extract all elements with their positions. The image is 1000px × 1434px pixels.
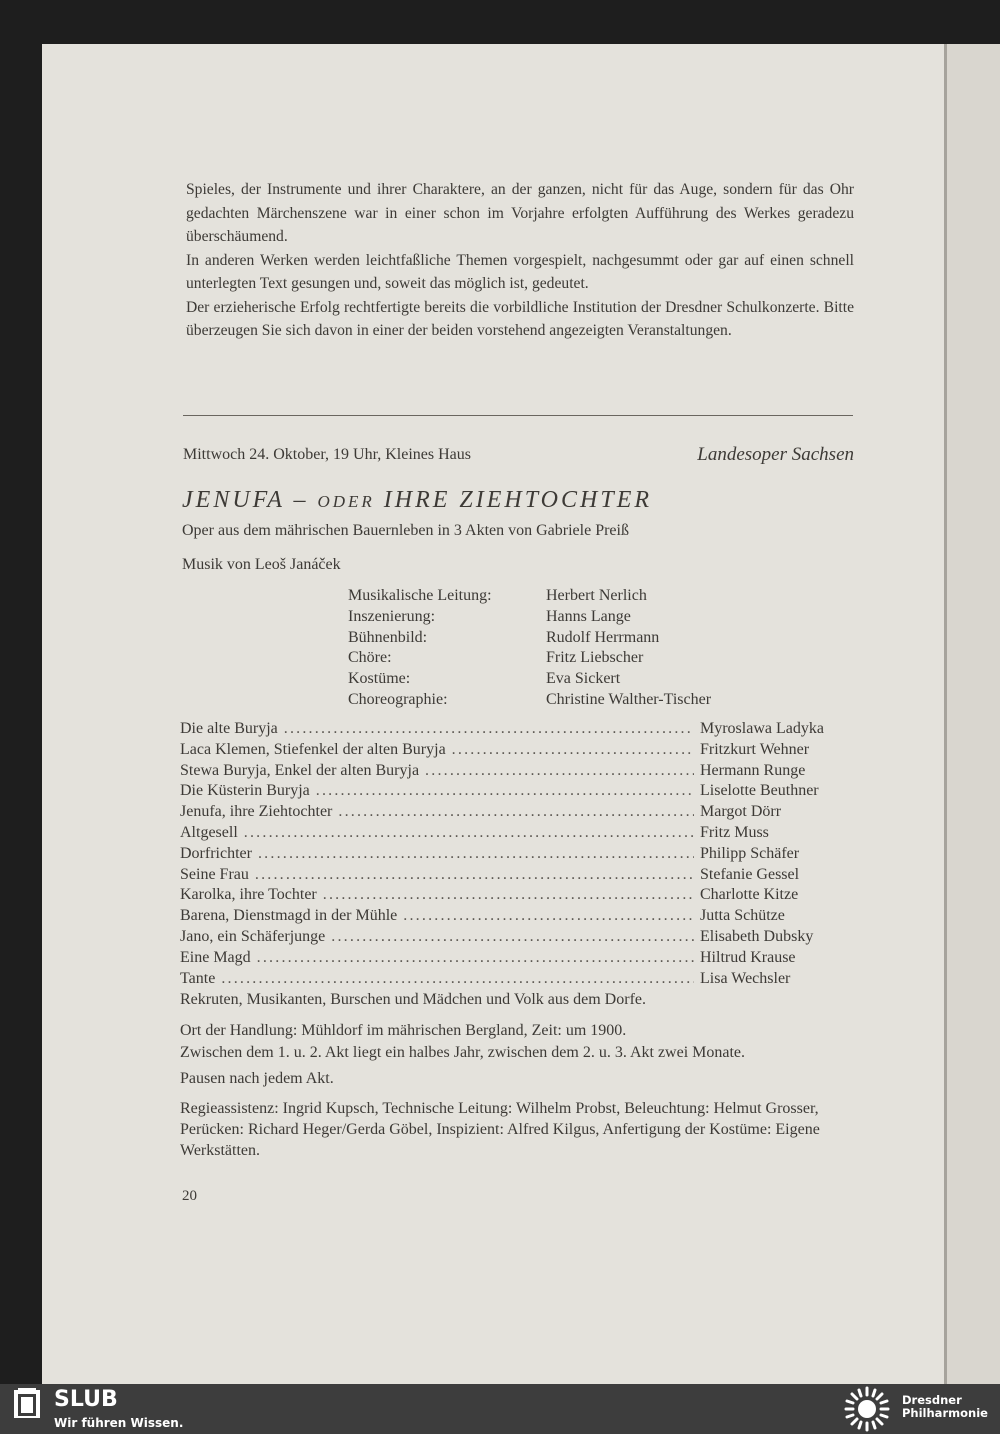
- leader-dots: [338, 802, 694, 823]
- composer-line: Musik von Leoš Janáček: [182, 556, 341, 573]
- credit-role: Chöre:: [348, 649, 392, 667]
- cast-row: [180, 948, 850, 969]
- cast-actor: Fritzkurt Wehner: [700, 740, 810, 758]
- leader-dots: [403, 906, 694, 927]
- philharmonie-name: [902, 1394, 988, 1420]
- leader-dots: [257, 948, 694, 969]
- cast-row: [180, 885, 850, 906]
- title-rest: IHRE ZIEHTOCHTER: [383, 487, 653, 513]
- credit-role: Bühnenbild:: [348, 628, 428, 646]
- credit-name: Fritz Liebscher: [546, 649, 644, 667]
- leader-dots: [323, 885, 694, 906]
- leader-dots: [221, 969, 694, 990]
- cast-actor: Charlotte Kitze: [700, 886, 799, 904]
- cast-actor: Jutta Schütze: [700, 907, 785, 925]
- intro-paragraph: In anderen Werken werden leichtfaßliche Themen vorgespielt, nachgesummt oder gar auf einen schnell unterlegten Text gesungen und, soweit das möglich ist, gedeutet.: [186, 251, 854, 292]
- cast-row: [180, 781, 850, 802]
- credit-row: [348, 607, 711, 628]
- cast-row: [180, 844, 850, 865]
- cast-actor: Fritz Muss: [700, 823, 769, 841]
- intro-paragraph: Spieles, der Instrumente und ihrer Charaktere, an der ganzen, nicht für das Auge, sondern für das Ohr gedachten Märchenszene war in einer schon im Vorjahre erfolgten Aufführung des Werkes geradezu überschäumend.: [186, 181, 854, 245]
- leader-dots: [452, 740, 694, 761]
- credit-name: Christine Walther-Tischer: [546, 690, 712, 708]
- credit-role: Inszenierung:: [348, 607, 436, 625]
- cast-row: [180, 740, 850, 761]
- slub-logo-icon: [14, 1388, 40, 1418]
- setting-line: Ort der Handlung: Mühldorf im mährischen Bergland, Zeit: um 1900.: [180, 1022, 627, 1039]
- pauses-note: Pausen nach jedem Akt.: [180, 1070, 334, 1087]
- credit-role: Musikalische Leitung:: [348, 587, 492, 604]
- leader-dots: [244, 823, 694, 844]
- credit-row: [348, 586, 711, 607]
- opera-subtitle: Oper aus dem mährischen Bauernleben in 3 Akten von Gabriele Preiß: [182, 522, 629, 539]
- cast-actor: Liselotte Beuthner: [700, 782, 819, 800]
- cast-role: Tante: [180, 969, 216, 987]
- cast-actor: Hermann Runge: [700, 761, 806, 779]
- cast-role: Karolka, ihre Tochter: [180, 886, 317, 904]
- leader-dots: [425, 761, 694, 782]
- cast-row: [180, 969, 850, 990]
- credit-role: Kostüme:: [348, 670, 411, 688]
- credit-role: Choreographie:: [348, 690, 448, 708]
- opera-title: [182, 487, 652, 514]
- credit-name: Hanns Lange: [546, 607, 631, 625]
- leader-dots: [284, 719, 694, 740]
- cast-row: [180, 865, 850, 886]
- cast-role: Die alte Buryja: [180, 720, 278, 737]
- cast-role: Jano, ein Schäferjunge: [180, 927, 326, 945]
- cast-role: Seine Frau: [180, 865, 249, 883]
- cast-actor: Philipp Schäfer: [700, 844, 800, 862]
- cast-actor: Hiltrud Krause: [700, 948, 796, 966]
- cast-row: [180, 761, 850, 782]
- credit-name: Eva Sickert: [546, 670, 621, 688]
- intro-text: [186, 178, 854, 343]
- credit-row: [348, 690, 711, 711]
- section-divider: [183, 415, 853, 416]
- cast-actor: Elisabeth Dubsky: [700, 927, 814, 945]
- cast-row: [180, 927, 850, 948]
- cast-row: [180, 802, 850, 823]
- philharmonie-line2: Philharmonie: [902, 1406, 988, 1420]
- technical-staff: Regieassistenz: Ingrid Kupsch, Technische Leitung: Wilhelm Probst, Beleuchtung: Helmut Grosser, Perücken: Richard Heger/Gerda Göbel, Inspizient: Alfred Kilgus, Anfertigung der Kostüme: Eigene Werkstätten.: [180, 1100, 820, 1159]
- slub-name: SLUB: [54, 1387, 118, 1412]
- credit-row: [348, 648, 711, 669]
- credit-row: [348, 628, 711, 649]
- cast-role: Eine Magd: [180, 948, 251, 966]
- facing-page-edge: [947, 44, 1000, 1384]
- chorus-extras: Rekruten, Musikanten, Burschen und Mädchen und Volk aus dem Dorfe.: [180, 991, 646, 1008]
- credit-name: Rudolf Herrmann: [546, 628, 660, 646]
- setting-line: Zwischen dem 1. u. 2. Akt liegt ein halbes Jahr, zwischen dem 2. u. 3. Akt zwei Monate.: [180, 1044, 746, 1061]
- cast-row: [180, 823, 850, 844]
- cast-list: [180, 719, 850, 989]
- production-credits: [348, 586, 711, 711]
- leader-dots: [258, 844, 694, 865]
- venue-name: Landesoper Sachsen: [697, 444, 854, 465]
- credit-row: [348, 669, 711, 690]
- philharmonie-logo-icon: [842, 1386, 892, 1432]
- cast-role: Dorfrichter: [180, 844, 252, 862]
- philharmonie-line1: Dresdner: [902, 1393, 962, 1407]
- credit-name: Herbert Nerlich: [546, 587, 647, 604]
- cast-role: Die Küsterin Buryja: [180, 782, 310, 800]
- leader-dots: [255, 865, 694, 886]
- title-main: JENUFA –: [182, 487, 309, 513]
- title-oder: ODER: [317, 492, 375, 511]
- cast-role: Jenufa, ihre Ziehtochter: [180, 803, 333, 821]
- leader-dots: [316, 781, 694, 802]
- page-number: 20: [182, 1188, 197, 1204]
- cast-role: Barena, Dienstmagd in der Mühle: [180, 907, 398, 925]
- cast-role: Laca Klemen, Stiefenkel der alten Buryja: [180, 740, 446, 758]
- intro-paragraph: Der erzieherische Erfolg rechtfertigte bereits die vorbildliche Institution der Dresdner Schulkonzerte. Bitte überzeugen Sie sich davon in einer der beiden vorstehend angezeigten Veranstaltungen.: [186, 298, 854, 339]
- leader-dots: [331, 927, 694, 948]
- cast-role: Stewa Buryja, Enkel der alten Buryja: [180, 761, 420, 779]
- cast-row: [180, 719, 850, 740]
- setting-info: [180, 1020, 852, 1064]
- cast-actor: Stefanie Gessel: [700, 865, 800, 883]
- cast-actor: Lisa Wechsler: [700, 969, 791, 987]
- event-date-line: Mittwoch 24. Oktober, 19 Uhr, Kleines Haus: [183, 446, 472, 463]
- slub-tagline: Wir führen Wissen.: [54, 1416, 184, 1430]
- cast-role: Altgesell: [180, 823, 238, 841]
- cast-actor: Myroslawa Ladyka: [700, 720, 824, 737]
- cast-row: [180, 906, 850, 927]
- cast-actor: Margot Dörr: [700, 803, 782, 821]
